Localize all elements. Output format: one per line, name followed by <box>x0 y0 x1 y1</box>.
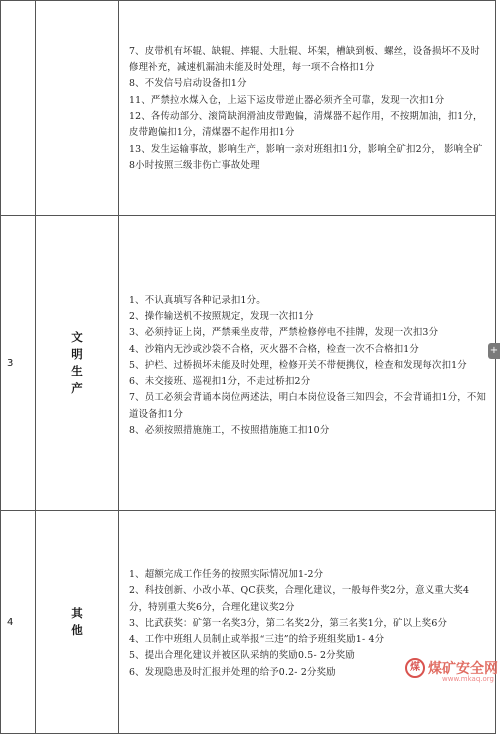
row-number: 4 <box>1 511 36 734</box>
rule-item: 1、超额完成工作任务的按照实际情况加1-2分 <box>129 568 324 580</box>
rule-item: 6、未交接班、巡视扣1分，不走过桥扣2分 <box>129 376 311 388</box>
table-row <box>1 1 496 216</box>
row-category <box>36 511 119 734</box>
rule-item: 2、操作输送机不按照规定，发现一次扣1分 <box>129 310 314 322</box>
rule-item: 4、沙箱内无沙或沙袋不合格，灭火器不合格，检查一次不合格扣1分 <box>129 343 420 355</box>
row-items <box>119 511 496 734</box>
row-category <box>36 1 119 216</box>
rule-item: 1、不认真填写各种记录扣1分。 <box>129 294 266 306</box>
category-label: 其他 <box>71 606 83 637</box>
rule-item: 7、皮带机有坏辊、缺辊、摔辊、大肚辊、坏架，槽缺到板、螺丝，设备损坏不及时修理补充，减速机漏油未能及时处理，每一项不合格扣1分 <box>129 45 480 74</box>
row-items <box>119 216 496 511</box>
expand-side-button[interactable]: + <box>488 343 500 359</box>
watermark-logo-icon: 煤 <box>405 658 425 678</box>
rule-item: 5、护栏、过桥损坏未能及时处理，检修开关不带便携仪，检查和发现每次扣1分 <box>129 359 467 371</box>
table-row <box>1 511 496 734</box>
rule-item: 7、员工必须会背诵本岗位两述法，明白本岗位设备三知四会，不会背诵扣1分，不知道设备扣1分 <box>129 392 487 420</box>
rule-item: 2、科技创新、小改小革、QC获奖，合理化建议，一般每件奖2分，意义重大奖4分，特别重大奖6分，合理化建议奖2分 <box>129 585 470 613</box>
rule-item: 5、提出合理化建议并被区队采纳的奖励0.5- 2分奖励 <box>129 650 355 662</box>
category-label: 文明生产 <box>71 330 83 395</box>
rule-item: 8、必须按照措施施工，不按照措施施工扣10分 <box>129 425 330 437</box>
watermark-url: www.mkaq.org <box>442 675 494 683</box>
rule-item: 3、比武获奖：矿第一名奖3分，第二名奖2分，第三名奖1分，矿以上奖6分 <box>129 617 448 629</box>
rule-item: 11、严禁拉水煤入仓，上运下运皮带逆止器必须齐全可靠，发现一次扣1分 <box>129 94 445 106</box>
rule-item: 4、工作中班组人员制止或举报“三违”的给予班组奖励1- 4分 <box>129 634 385 646</box>
rule-item: 6、发现隐患及时汇报并处理的给予0.2- 2分奖励 <box>129 666 336 678</box>
row-number <box>1 1 36 216</box>
row-number: 3 <box>1 216 36 511</box>
site-watermark <box>405 656 498 683</box>
rule-item: 13、发生运输事故，影响生产，影响一亲对班组扣1分，影响全矿扣2分， 影响全矿8小时按照三级非伤亡事故处理 <box>129 143 483 171</box>
rule-item: 12、各传动部分、滚筒缺润滑油皮带跑偏，清煤器不起作用，不按期加油，扣1分，皮带跑偏扣1分，清煤器不起作用扣1分 <box>129 111 483 139</box>
table-row <box>1 216 496 511</box>
watermark-text: 煤矿安全网 <box>428 661 498 677</box>
rule-item: 3、必须持证上岗，严禁乘坐皮带，严禁检修停电不挂牌，发现一次扣3分 <box>129 327 439 339</box>
rule-item: 8、不发信号启动设备扣1分 <box>129 78 247 90</box>
row-category <box>36 216 119 511</box>
row-items <box>119 1 496 216</box>
